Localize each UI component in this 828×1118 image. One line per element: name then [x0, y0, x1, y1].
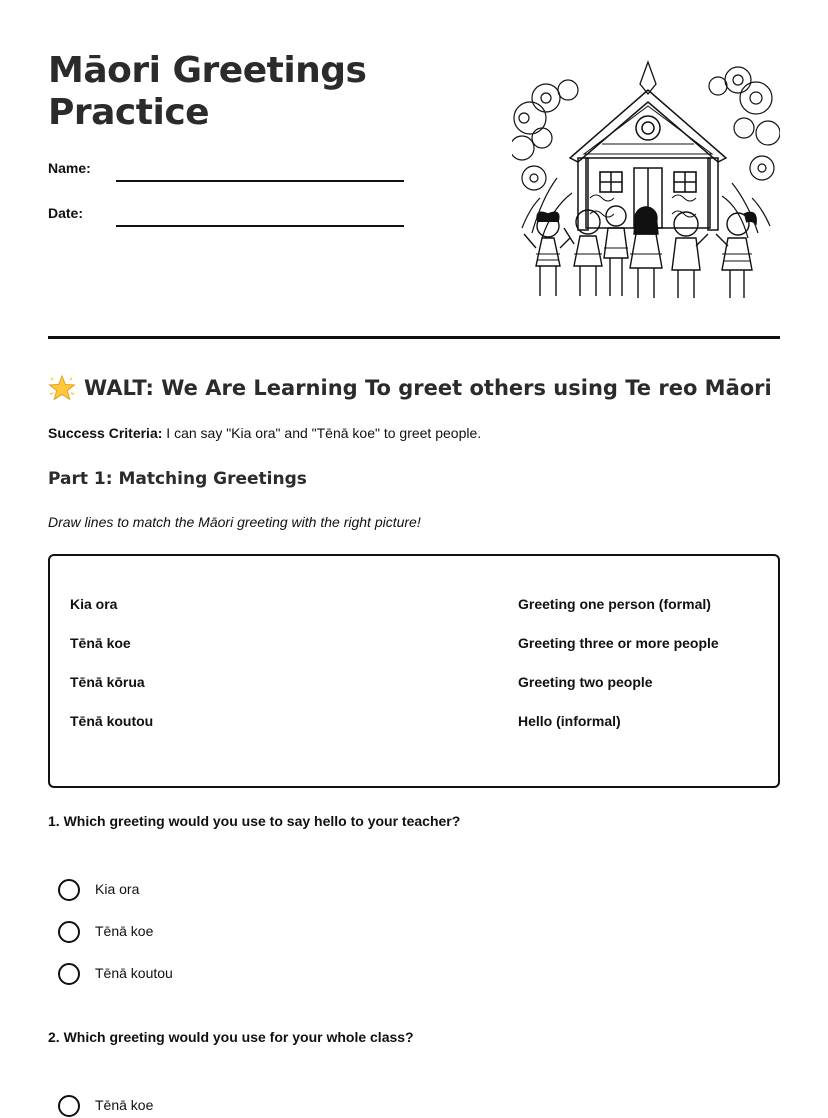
radio-button[interactable]: [58, 921, 80, 943]
name-line[interactable]: [116, 180, 404, 182]
page-title: Māori Greetings Practice: [48, 50, 367, 133]
part1-instruction: Draw lines to match the Māori greeting with the right picture!: [48, 514, 421, 530]
radio-button[interactable]: [58, 879, 80, 901]
children-group: [524, 206, 756, 298]
question-1: 1. Which greeting would you use to say hello to your teacher?: [48, 813, 461, 829]
wharenui-house: [570, 62, 726, 230]
greeting-item: Kia ora: [70, 596, 118, 612]
meaning-item: Hello (informal): [518, 713, 621, 729]
radio-button[interactable]: [58, 963, 80, 985]
radio-option[interactable]: [58, 1090, 153, 1118]
question-2: 2. Which greeting would you use for your whole class?: [48, 1029, 414, 1045]
radio-button[interactable]: [58, 1095, 80, 1117]
header-divider: [48, 336, 780, 339]
meanings-column: [518, 596, 719, 752]
walt-text: WALT: We Are Learning To greet others using Te reo Māori: [84, 376, 772, 400]
date-field: [48, 205, 408, 229]
greeting-item: Tēnā kōrua: [70, 674, 145, 690]
walt-heading: [48, 374, 780, 402]
name-field: [48, 160, 408, 184]
meaning-item: Greeting two people: [518, 674, 653, 690]
success-criteria-text: I can say "Kia ora" and "Tēnā koe" to greet people.: [166, 425, 482, 441]
matching-box[interactable]: [48, 554, 780, 788]
option-label: Tēnā koe: [95, 923, 154, 939]
radio-option[interactable]: [58, 958, 173, 1000]
option-label: Tēnā koutou: [95, 965, 173, 981]
date-label: Date:: [48, 205, 84, 221]
name-label: Name:: [48, 160, 91, 176]
success-criteria: [48, 425, 481, 441]
date-line[interactable]: [116, 225, 404, 227]
option-label: Tēnā koe: [95, 1097, 154, 1113]
greeting-item: Tēnā koe: [70, 635, 131, 651]
radio-option[interactable]: [58, 874, 173, 916]
question-1-options: [58, 874, 173, 1000]
option-label: Kia ora: [95, 881, 140, 897]
greeting-item: Tēnā koutou: [70, 713, 154, 729]
star-icon: [48, 374, 76, 402]
meaning-item: Greeting three or more people: [518, 635, 719, 651]
success-criteria-label: Success Criteria:: [48, 425, 163, 441]
part1-title: Part 1: Matching Greetings: [48, 469, 307, 489]
radio-option[interactable]: [58, 916, 173, 958]
wharenui-children-illustration: [512, 58, 780, 303]
question-2-options: [58, 1090, 153, 1118]
maori-greetings-column: [70, 596, 153, 752]
meaning-item: Greeting one person (formal): [518, 596, 711, 612]
